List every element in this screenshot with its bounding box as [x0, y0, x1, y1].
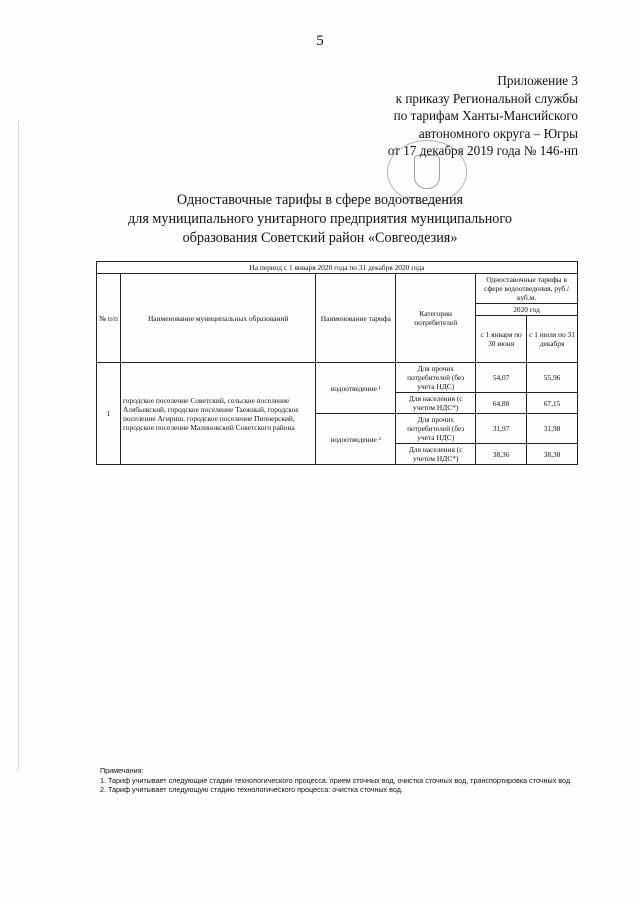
notes-heading: Примечания:	[100, 766, 144, 775]
value-cell: 54,07	[476, 363, 527, 393]
appendix-line: автономного округа – Югры	[418, 125, 578, 141]
tariff-name-cell: водоотведение ²	[316, 414, 396, 465]
document-title	[0, 191, 640, 248]
header-tariff-name: Наименование тарифа	[316, 274, 396, 363]
header-municipality: Наименование муниципальных образований	[120, 274, 315, 363]
title-line: образования Советский район «Совгеодезия»	[182, 230, 458, 246]
header-half1: с 1 января по 30 июня	[476, 316, 527, 363]
municipality-cell: городское поселение Советский, сельское поселение Алябьевский, городское поселение Таежный, городское поселение Агириш, городское поселение Пионерский, городское поселение Малиновский Советского района	[120, 363, 315, 465]
value-cell: 31,97	[476, 414, 527, 444]
note-item: 2. Тариф учитывает следующую стадию технологического процесса: очистка сточных вод.	[100, 785, 403, 794]
value-cell: 64,88	[476, 393, 527, 414]
category-cell: Для населения (с учетом НДС*)	[396, 393, 476, 414]
value-cell: 38,38	[527, 444, 578, 465]
header-category: Категории потребителей	[396, 274, 476, 363]
appendix-line: по тарифам Ханты-Мансийского	[393, 108, 578, 123]
value-cell: 38,36	[476, 444, 527, 465]
category-cell: Для прочих потребителей (без учета НДС)	[396, 414, 476, 444]
notes-block	[100, 766, 588, 795]
appendix-line: к приказу Региональной службы	[395, 90, 578, 106]
note-item: 1. Тариф учитывает следующие стадии технологического процесса: прием сточных вод, очистка сточных вод, транспортировка сточных вод.	[100, 775, 573, 785]
value-cell: 31,98	[527, 414, 578, 444]
tariff-name-cell: водоотведение ¹	[316, 363, 396, 414]
category-cell: Для населения (с учетом НДС*)	[396, 444, 476, 465]
value-cell: 55,96	[527, 363, 578, 393]
table-row	[97, 363, 578, 393]
appendix-line: Приложение 3	[497, 73, 578, 88]
tariff-table	[96, 261, 578, 465]
row-number: 1	[97, 363, 121, 465]
header-rates: Одноставочные тарифы в сфере водоотведения, руб./куб.м.	[476, 274, 578, 304]
title-line: для муниципального унитарного предприятия муниципального	[128, 211, 512, 227]
page-number: 5	[316, 33, 324, 49]
value-cell: 67,15	[527, 393, 578, 414]
header-num: № п/п	[97, 274, 121, 363]
title-line: Одноставочные тарифы в сфере водоотведения	[176, 192, 464, 208]
header-year: 2020 год	[476, 304, 578, 316]
category-cell: Для прочих потребителей (без учета НДС)	[396, 363, 476, 393]
header-half2: с 1 июля по 31 декабря	[527, 316, 578, 363]
appendix-line: от 17 декабря 2019 года № 146-нп	[387, 143, 578, 158]
period-header: На период с 1 января 2020 года по 31 декабря 2020 года	[97, 262, 578, 274]
